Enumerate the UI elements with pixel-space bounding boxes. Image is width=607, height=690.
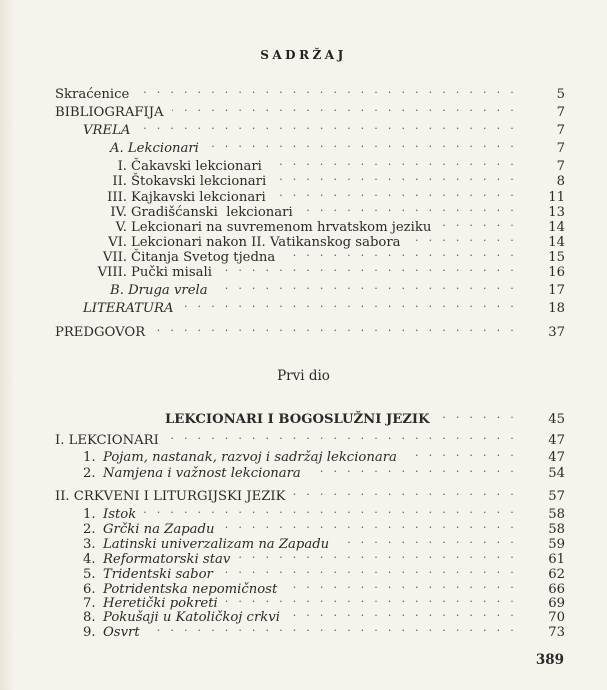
toc-entry[interactable] — [55, 445, 565, 465]
toc-entry-label: Skraćenice — [55, 87, 130, 102]
leader-dots — [409, 230, 540, 246]
toc-entry-page: 70 — [548, 610, 565, 625]
toc-entry-page: 54 — [548, 466, 565, 481]
toc-entry[interactable] — [55, 118, 565, 138]
toc-entry-label: Pokušaji u Katoličkoj crkvi — [103, 610, 280, 625]
toc-entry-page: 58 — [548, 522, 565, 537]
leader-dots — [301, 200, 539, 216]
toc-entry-page: 59 — [548, 537, 565, 552]
toc-entry[interactable] — [55, 532, 565, 552]
toc-entry-page: 7 — [556, 105, 565, 120]
toc-entry-page: 7 — [556, 159, 565, 174]
toc-entry-page: 45 — [548, 412, 565, 427]
toc-entry-page: 15 — [548, 250, 565, 265]
leader-dots — [207, 136, 539, 152]
toc-entry[interactable] — [55, 136, 565, 156]
chapter-entry[interactable] — [55, 484, 565, 504]
toc-entry-label: Namjena i važnost lekcionara — [103, 466, 301, 481]
toc-entry-label: Latinski univerzalizam na Zapadu — [103, 537, 330, 552]
leader-dots — [274, 169, 539, 185]
toc-entry[interactable] — [55, 320, 565, 340]
toc-entry-number: 7. — [83, 596, 96, 611]
toc-entry-label: Štokavski lekcionari — [131, 174, 267, 189]
toc-entry-page: 47 — [548, 450, 565, 465]
toc-entry-label: LITERATURA — [83, 301, 174, 316]
toc-entry[interactable] — [55, 605, 565, 625]
toc-entry-number: II. — [112, 174, 127, 189]
chapter-label: I. LEKCIONARI — [55, 433, 159, 448]
toc-entry-page: 18 — [548, 301, 565, 316]
leader-dots — [167, 428, 539, 444]
toc-entry-number: 5. — [83, 567, 96, 582]
toc-entry[interactable] — [55, 230, 565, 250]
page-edge-shadow — [0, 0, 14, 690]
toc-entry[interactable] — [55, 245, 565, 265]
toc-entry-label: Istok — [103, 507, 137, 522]
toc-entry-label: Lekcionari na suvremenom hrvatskom jeziku — [131, 220, 432, 235]
toc-entry-page: 7 — [556, 141, 565, 156]
leader-dots — [148, 620, 539, 636]
toc-entry-page: 58 — [548, 507, 565, 522]
toc-entry-label: Tridentski sabor — [103, 567, 213, 582]
toc-entry[interactable] — [55, 562, 565, 582]
leader-dots — [144, 502, 539, 518]
toc-entry-page: 37 — [548, 325, 565, 340]
leader-dots — [283, 245, 539, 261]
toc-entry[interactable] — [55, 461, 565, 481]
toc-entry[interactable] — [55, 169, 565, 189]
toc-entry-number: V. — [115, 220, 127, 235]
toc-entry[interactable] — [55, 517, 565, 537]
toc-entry-label: Lekcionari nakon II. Vatikanskog sabora — [131, 235, 401, 250]
leader-dots — [216, 278, 539, 294]
toc-entry-page: 14 — [548, 220, 565, 235]
toc-entry-page: 69 — [548, 596, 565, 611]
toc-entry-label: PREDGOVOR — [55, 325, 146, 340]
toc-entry-label: Čitanja Svetog tjedna — [131, 250, 276, 265]
toc-entry-page: 66 — [548, 582, 565, 597]
toc-entry-number: 6. — [83, 582, 96, 597]
leader-dots — [270, 154, 539, 170]
leader-dots — [293, 484, 539, 500]
toc-entry-label: Pučki misali — [131, 265, 212, 280]
leader-dots — [153, 320, 539, 336]
toc-entry-number: 9. — [83, 625, 96, 640]
toc-entry[interactable] — [55, 620, 565, 640]
toc-entry[interactable] — [55, 215, 565, 235]
leader-dots — [137, 82, 539, 98]
toc-entry[interactable] — [55, 296, 565, 316]
toc-entry-page: 7 — [556, 123, 565, 138]
toc-entry-number: VI. — [108, 235, 127, 250]
toc-entry[interactable] — [55, 185, 565, 205]
page-number: 389 — [535, 652, 564, 668]
leader-dots — [238, 547, 539, 563]
leader-dots — [181, 296, 539, 312]
part-label: Prvi dio — [277, 368, 330, 384]
toc-entry[interactable] — [55, 278, 565, 298]
toc-entry[interactable] — [55, 100, 565, 120]
leader-dots — [172, 100, 539, 116]
toc-entry-number: I. — [117, 159, 127, 174]
toc-entry-label: Heretički pokreti — [103, 596, 218, 611]
toc-entry-page: 5 — [556, 87, 565, 102]
toc-entry-number: IV. — [110, 205, 127, 220]
toc-entry-page: 11 — [548, 190, 565, 205]
leader-dots — [222, 517, 539, 533]
toc-entry-label: Reformatorski stav — [103, 552, 231, 567]
toc-entry-label: Osvrt — [103, 625, 140, 640]
toc-entry-page: 73 — [548, 625, 565, 640]
toc-entry-label: BIBLIOGRAFIJA — [55, 105, 164, 120]
leader-dots — [274, 185, 539, 201]
leader-dots — [309, 461, 539, 477]
toc-entry-number: 1. — [83, 507, 96, 522]
toc-entry-page: 8 — [556, 174, 565, 189]
chapter-label: II. CRKVENI I LITURGIJSKI JEZIK — [55, 489, 286, 504]
leader-dots — [288, 605, 539, 621]
toc-entry-number: 2. — [83, 522, 96, 537]
toc-entry[interactable] — [55, 200, 565, 220]
toc-entry-label: A. Lekcionari — [110, 141, 199, 156]
toc-entry-page: 14 — [548, 235, 565, 250]
leader-dots — [221, 562, 539, 578]
part-heading-entry[interactable] — [55, 407, 565, 427]
toc-entry[interactable] — [55, 154, 565, 174]
part-heading: LEKCIONARI I BOGOSLUŽNI JEZIK — [165, 412, 430, 427]
toc-entry-label: Pojam, nastanak, razvoj i sadržaj lekcionara — [103, 450, 397, 465]
toc-entry-page: 17 — [548, 283, 565, 298]
toc-entry-label: Potridentska nepomičnost — [103, 582, 278, 597]
chapter-entry[interactable] — [55, 428, 565, 448]
leader-dots — [138, 118, 539, 134]
toc-entry-number: 1. — [83, 450, 96, 465]
toc-entry-number: 2. — [83, 466, 96, 481]
toc-entry-number: VII. — [102, 250, 127, 265]
toc-entry-page: 61 — [548, 552, 565, 567]
leader-dots — [438, 407, 539, 423]
toc-entry-label: Kajkavski lekcionari — [131, 190, 266, 205]
toc-entry[interactable] — [55, 502, 565, 522]
toc-entry-label: Grčki na Zapadu — [103, 522, 215, 537]
toc-entry[interactable] — [55, 547, 565, 567]
toc-entry-page: 62 — [548, 567, 565, 582]
leader-dots — [405, 445, 539, 461]
toc-entry-page: 16 — [548, 265, 565, 280]
leader-dots — [337, 532, 539, 548]
toc-entry-number: 4. — [83, 552, 96, 567]
toc-entry-number: VIII. — [97, 265, 127, 280]
toc-entry-label: Gradišćanski lekcionari — [131, 205, 293, 220]
toc-entry-label: Čakavski lekcionari — [131, 159, 262, 174]
page-title: SADRŽAJ — [260, 48, 347, 62]
toc-entry-number: 8. — [83, 610, 96, 625]
leader-dots — [439, 215, 539, 231]
toc-entry-label: VRELA — [83, 123, 131, 138]
toc-entry-number: III. — [107, 190, 127, 205]
toc-entry[interactable] — [55, 82, 565, 102]
toc-entry-number: 3. — [83, 537, 96, 552]
leader-dots — [220, 260, 539, 276]
toc-entry-label: B. Druga vrela — [110, 283, 208, 298]
toc-entry-page: 57 — [548, 489, 565, 504]
toc-entry[interactable] — [55, 260, 565, 280]
toc-entry-page: 13 — [548, 205, 565, 220]
toc-entry-page: 47 — [548, 433, 565, 448]
